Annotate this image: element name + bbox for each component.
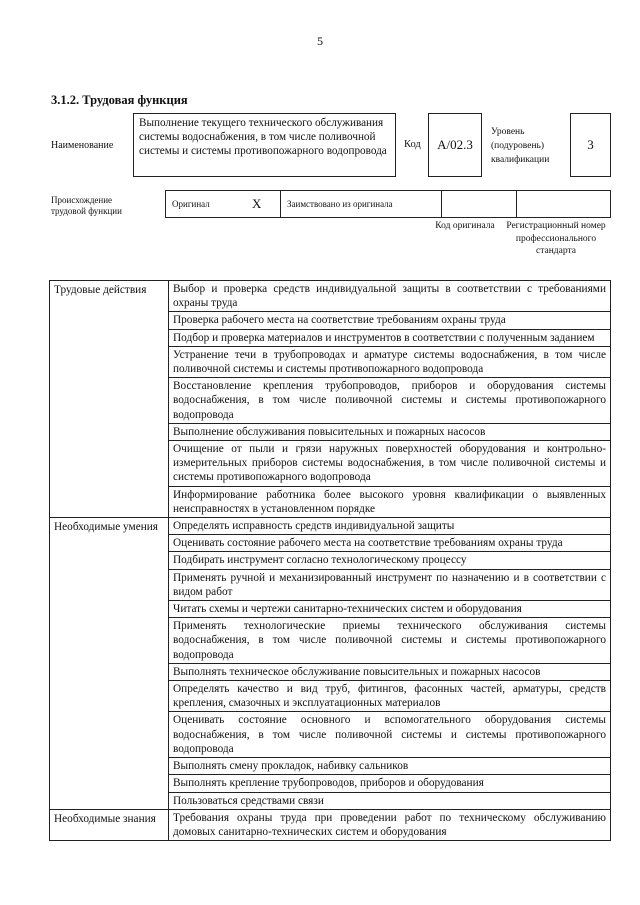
item-cell: Подбор и проверка материалов и инструментов в соответствии с полученным заданием: [169, 329, 611, 346]
item-cell: Требования охраны труда при проведении работ по техническому обслуживанию домовых санитарно-технических систем и оборудования: [169, 809, 611, 840]
original-label: Оригинал: [166, 191, 247, 218]
item-cell: Выполнять смену прокладок, набивку сальников: [169, 758, 611, 775]
borrowed-label: Заимствовано из оригинала: [281, 191, 442, 218]
function-details-table: [49, 280, 611, 841]
origin-label: Происхождение трудовой функции: [51, 195, 122, 216]
item-cell: Применять технологические приемы технического обслуживания системы водоснабжения, в том числе поливочной системы и системы противопожарного водопровода: [169, 618, 611, 664]
item-cell: Подбирать инструмент согласно технологическому процессу: [169, 552, 611, 569]
registration-caption: Регистрационный номер профессионального стандарта: [506, 221, 606, 256]
item-cell: Оценивать состояние рабочего места на соответствие требованиям охраны труда: [169, 535, 611, 552]
item-cell: Определять качество и вид труб, фитингов, фасонных частей, арматуры, средств крепления, смазочных и эксплуатационных материалов: [169, 681, 611, 712]
item-cell: Устранение течи в трубопроводах и арматуре системы водоснабжения, в том числе поливочной системы и системы противопожарного водопровода: [169, 346, 611, 377]
code-value: А/02.3: [428, 113, 482, 177]
name-label: Наименование: [51, 140, 114, 151]
item-cell: Очищение от пыли и грязи наружных поверхностей оборудования и контрольно-измерительных приборов системы водоснабжения, в том числе поливочной системы и системы противопожарного водопровода: [169, 441, 611, 487]
item-cell: Восстановление крепления трубопроводов, приборов и оборудования системы водоснабжения, в том числе поливочной системы и системы противопожарного водопровода: [169, 378, 611, 424]
item-cell: Информирование работника более высокого уровня квалификации о выявленных неисправностях в установленном порядке: [169, 486, 611, 517]
item-cell: Пользоваться средствами связи: [169, 792, 611, 809]
page-number: 5: [317, 34, 323, 48]
code-caption: Код оригинала: [435, 221, 495, 231]
category-cell: Необходимые знания: [50, 809, 169, 840]
item-cell: Применять ручной и механизированный инструмент по назначению и в соответствии с видом работ: [169, 569, 611, 600]
original-mark: X: [246, 191, 281, 218]
registration-number-cell: [517, 191, 611, 218]
item-cell: Определять исправность средств индивидуальной защиты: [169, 518, 611, 535]
code-label: Код: [404, 139, 421, 150]
level-value: 3: [570, 113, 611, 177]
item-cell: Выполнять крепление трубопроводов, приборов и оборудования: [169, 775, 611, 792]
table-row: [50, 809, 611, 840]
origin-table: [165, 190, 611, 218]
function-name: Выполнение текущего технического обслуживания системы водоснабжения, в том числе поливочной системы и системы противопожарного водопровода: [133, 113, 396, 177]
level-label: Уровень (подуровень) квалификации: [491, 127, 550, 165]
item-cell: Выбор и проверка средств индивидуальной защиты в соответствии с требованиями охраны труда: [169, 281, 611, 312]
section-title: 3.1.2. Трудовая функция: [51, 93, 188, 107]
origin-code-cell: [442, 191, 517, 218]
item-cell: Читать схемы и чертежи санитарно-технических систем и оборудования: [169, 601, 611, 618]
table-row: [50, 518, 611, 535]
item-cell: Выполнение обслуживания повысительных и пожарных насосов: [169, 423, 611, 440]
item-cell: Оценивать состояние основного и вспомогательного оборудования системы водоснабжения, в том числе поливочной системы и системы противопожарного водопровода: [169, 712, 611, 758]
item-cell: Проверка рабочего места на соответствие требованиям охраны труда: [169, 312, 611, 329]
item-cell: Выполнять техническое обслуживание повысительных и пожарных насосов: [169, 663, 611, 680]
category-cell: Необходимые умения: [50, 518, 169, 810]
table-row: [50, 281, 611, 312]
category-cell: Трудовые действия: [50, 281, 169, 518]
